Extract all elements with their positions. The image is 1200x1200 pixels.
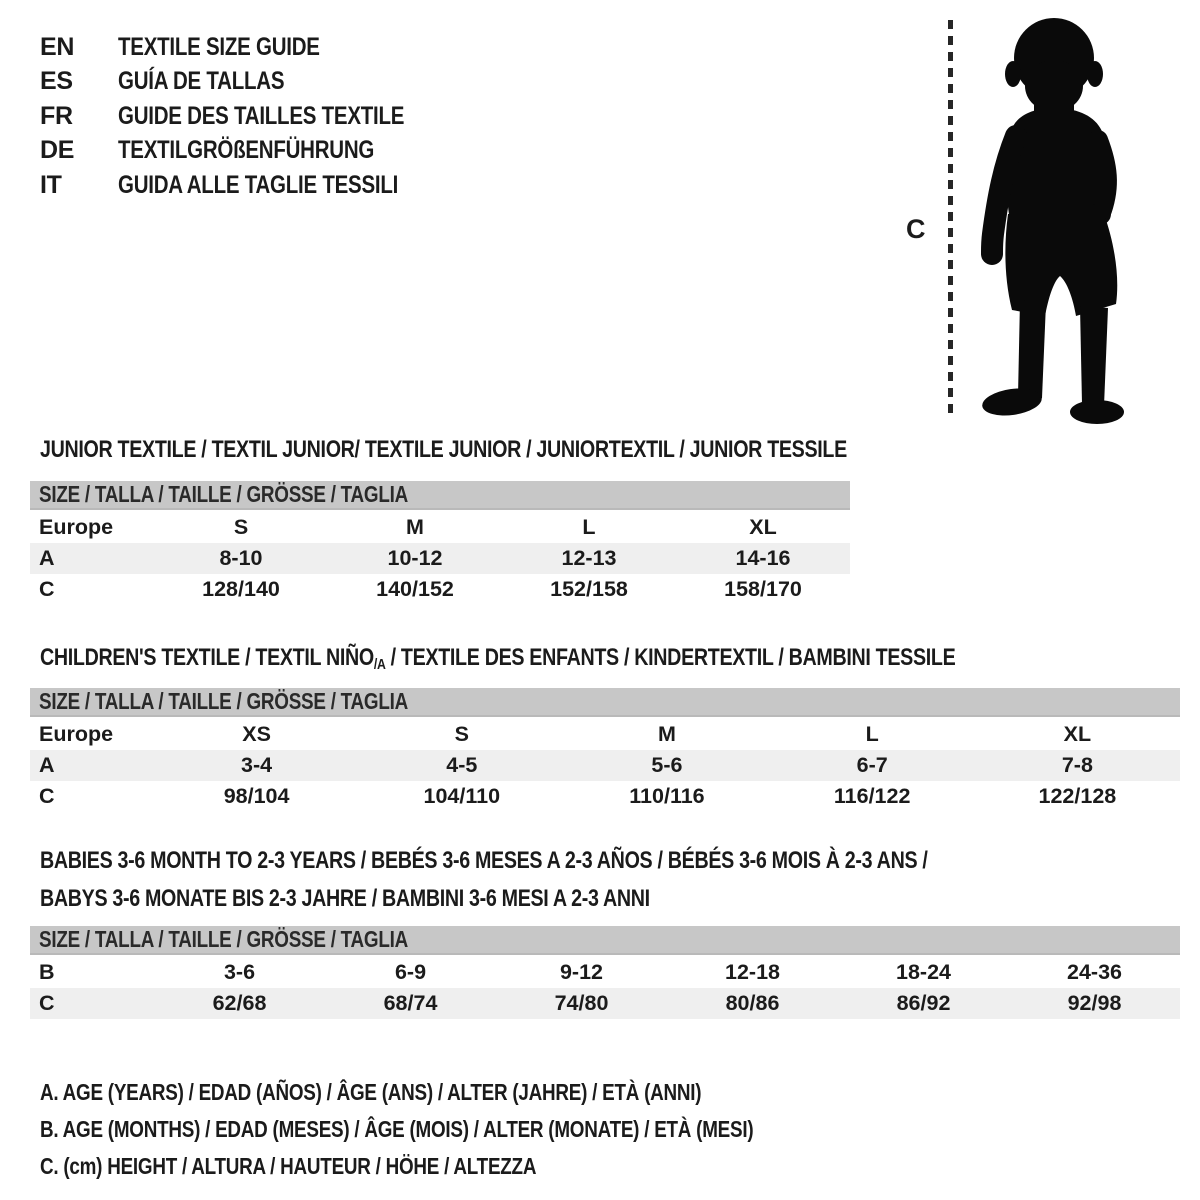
section-heading-children xyxy=(40,644,1156,673)
size-cell: 5-6 xyxy=(651,753,683,777)
size-cell: 80/86 xyxy=(725,991,780,1015)
size-cell: 6-7 xyxy=(856,753,888,777)
size-cell: 140/152 xyxy=(376,577,454,601)
size-cell: 3-4 xyxy=(241,753,273,777)
size-cell: 128/140 xyxy=(202,577,280,601)
children-size-table xyxy=(30,688,1180,812)
size-cell: 24-36 xyxy=(1067,960,1122,984)
table-row xyxy=(30,543,850,574)
size-cell: 104/110 xyxy=(423,784,501,808)
lang-row-de xyxy=(40,134,467,169)
lang-title: GUÍA DE TALLAS xyxy=(118,67,285,96)
size-header-bar xyxy=(30,688,1180,717)
legend-line-c xyxy=(40,1148,910,1185)
table-row xyxy=(30,750,1180,781)
row-label: C xyxy=(39,577,55,601)
lang-code: IT xyxy=(40,170,62,199)
lang-title: TEXTILE SIZE GUIDE xyxy=(118,32,320,61)
lang-row-fr xyxy=(40,99,467,134)
lang-row-es xyxy=(40,65,467,100)
legend xyxy=(40,1074,910,1185)
lang-row-en xyxy=(40,30,467,65)
babies-heading-line1: BABIES 3-6 MONTH TO 2-3 YEARS / BEBÉS 3-6 MESES A 2-3 AÑOS / BÉBÉS 3-6 MOIS À 2-3 ANS / xyxy=(40,847,928,874)
size-cell: 98/104 xyxy=(223,784,290,808)
size-cell: 12-18 xyxy=(725,960,780,984)
size-cell: 116/122 xyxy=(833,784,911,808)
size-cell: 12-13 xyxy=(561,546,617,570)
size-cell: 152/158 xyxy=(550,577,628,601)
size-cell: 4-5 xyxy=(446,753,478,777)
section-heading-junior-text: JUNIOR TEXTILE / TEXTIL JUNIOR/ TEXTILE JUNIOR / JUNIORTEXTIL / JUNIOR TESSILE xyxy=(40,436,847,463)
table-row xyxy=(30,719,1180,750)
legend-line-a xyxy=(40,1074,910,1111)
lang-title: GUIDA ALLE TAGLIE TESSILI xyxy=(118,170,399,199)
height-measure-dashed-line xyxy=(948,20,953,418)
size-cell: 68/74 xyxy=(383,991,438,1015)
children-heading-sub: /A xyxy=(373,656,386,673)
size-header-bar xyxy=(30,926,1180,955)
junior-size-table xyxy=(30,481,850,605)
children-table xyxy=(30,719,1180,812)
height-measure-label: C xyxy=(906,214,926,244)
size-cell: 9-12 xyxy=(559,960,604,984)
size-cell: 86/92 xyxy=(896,991,951,1015)
size-cell: 92/98 xyxy=(1067,991,1122,1015)
size-cell: XL xyxy=(749,515,777,539)
section-heading-children-text xyxy=(40,644,955,673)
size-cell: 74/80 xyxy=(554,991,609,1015)
lang-code: FR xyxy=(40,101,73,130)
lang-code: DE xyxy=(40,136,75,165)
size-cell: 3-6 xyxy=(223,960,256,984)
table-row xyxy=(30,988,1180,1019)
lang-code: ES xyxy=(40,67,73,96)
babies-heading-line2: BABYS 3-6 MONATE BIS 2-3 JAHRE / BAMBINI 3-6 MESI A 2-3 ANNI xyxy=(40,885,650,912)
section-heading-junior xyxy=(40,436,1024,464)
size-cell: 7-8 xyxy=(1061,753,1093,777)
legend-line-b xyxy=(40,1111,910,1148)
table-row xyxy=(30,512,850,543)
lang-code: EN xyxy=(40,32,75,61)
legend-b-text: B. AGE (MONTHS) / EDAD (MESES) / ÂGE (MOIS) / ALTER (MONATE) / ETÀ (MESI) xyxy=(40,1116,754,1142)
size-cell: 62/68 xyxy=(212,991,267,1015)
children-heading-main: CHILDREN'S TEXTILE / TEXTIL NIÑO xyxy=(40,644,374,671)
junior-table xyxy=(30,512,850,605)
size-cell: S xyxy=(454,722,469,746)
row-label: B xyxy=(39,960,55,984)
size-cell: 110/116 xyxy=(629,784,705,808)
size-cell: M xyxy=(658,722,676,746)
size-cell: 8-10 xyxy=(219,546,263,570)
babies-table xyxy=(30,957,1180,1019)
size-cell: 10-12 xyxy=(387,546,443,570)
table-row xyxy=(30,574,850,605)
table-row xyxy=(30,781,1180,812)
size-header-text: SIZE / TALLA / TAILLE / GRÖSSE / TAGLIA xyxy=(39,481,408,507)
size-header-text: SIZE / TALLA / TAILLE / GRÖSSE / TAGLIA xyxy=(39,688,408,714)
size-cell: 158/170 xyxy=(724,577,802,601)
lang-row-it xyxy=(40,168,467,203)
size-cell: 6-9 xyxy=(394,960,427,984)
size-header-bar xyxy=(30,481,850,510)
children-heading-rest: / TEXTILE DES ENFANTS / KINDERTEXTIL / BAMBINI TESSILE xyxy=(385,644,956,671)
lang-title: TEXTILGRÖßENFÜHRUNG xyxy=(118,136,375,165)
row-label: Europe xyxy=(39,722,114,746)
row-label: A xyxy=(39,546,55,570)
toddler-silhouette-icon xyxy=(960,14,1140,424)
row-label: Europe xyxy=(39,515,114,539)
size-cell: M xyxy=(406,515,424,539)
row-label: A xyxy=(39,753,55,777)
language-list xyxy=(40,30,467,203)
lang-title: GUIDE DES TAILLES TEXTILE xyxy=(118,101,405,130)
legend-c-text: C. (cm) HEIGHT / ALTURA / HAUTEUR / HÖHE / ALTEZZA xyxy=(40,1153,537,1179)
size-cell: L xyxy=(865,722,879,746)
babies-size-table xyxy=(30,926,1180,1019)
section-heading-babies xyxy=(40,842,1122,918)
size-cell: 14-16 xyxy=(735,546,791,570)
size-cell: L xyxy=(582,515,596,539)
table-row xyxy=(30,957,1180,988)
size-cell: 122/128 xyxy=(1038,784,1117,808)
size-cell: XS xyxy=(242,722,271,746)
size-header-text: SIZE / TALLA / TAILLE / GRÖSSE / TAGLIA xyxy=(39,926,408,952)
row-label: C xyxy=(39,784,55,808)
size-cell: XL xyxy=(1063,722,1092,746)
legend-a-text: A. AGE (YEARS) / EDAD (AÑOS) / ÂGE (ANS) / ALTER (JAHRE) / ETÀ (ANNI) xyxy=(40,1079,702,1105)
row-label: C xyxy=(39,991,55,1015)
size-cell: S xyxy=(233,515,249,539)
size-cell: 18-24 xyxy=(896,960,951,984)
